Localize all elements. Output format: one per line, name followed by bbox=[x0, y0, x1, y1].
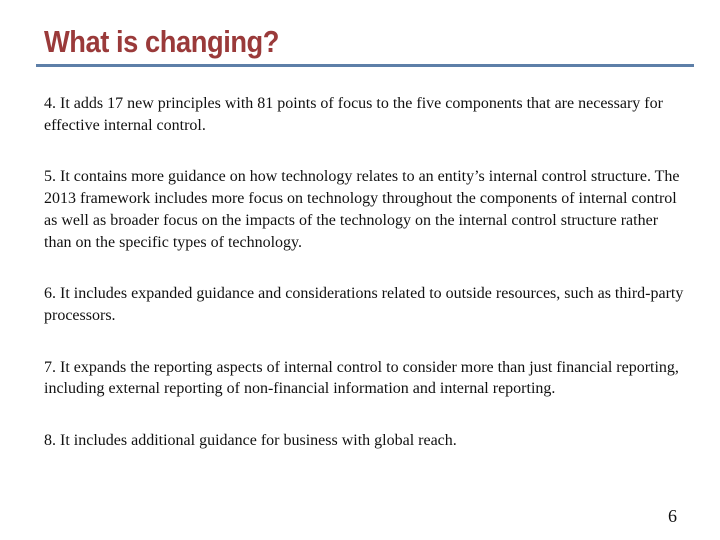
points-list bbox=[44, 93, 684, 452]
page-number: 6 bbox=[668, 506, 677, 526]
slide-title: What is changing? bbox=[44, 24, 280, 59]
point-item: 5. It contains more guidance on how technology relates to an entity’s internal control structure. The 2013 framework includes more focus on technology throughout the components of internal control as well as broader focus on the impacts of the technology on the internal control structure rather than on the specific types of technology. bbox=[44, 168, 680, 251]
point-item: 7. It expands the reporting aspects of internal control to consider more than just financial reporting, including external reporting of non-financial information and internal reporting. bbox=[44, 358, 679, 398]
title-divider bbox=[36, 64, 694, 67]
point-item: 8. It includes additional guidance for business with global reach. bbox=[44, 432, 457, 450]
point-item: 6. It includes expanded guidance and considerations related to outside resources, such as third-party processors. bbox=[44, 285, 684, 324]
point-item: 4. It adds 17 new principles with 81 points of focus to the five components that are necessary for effective internal control. bbox=[44, 95, 663, 134]
